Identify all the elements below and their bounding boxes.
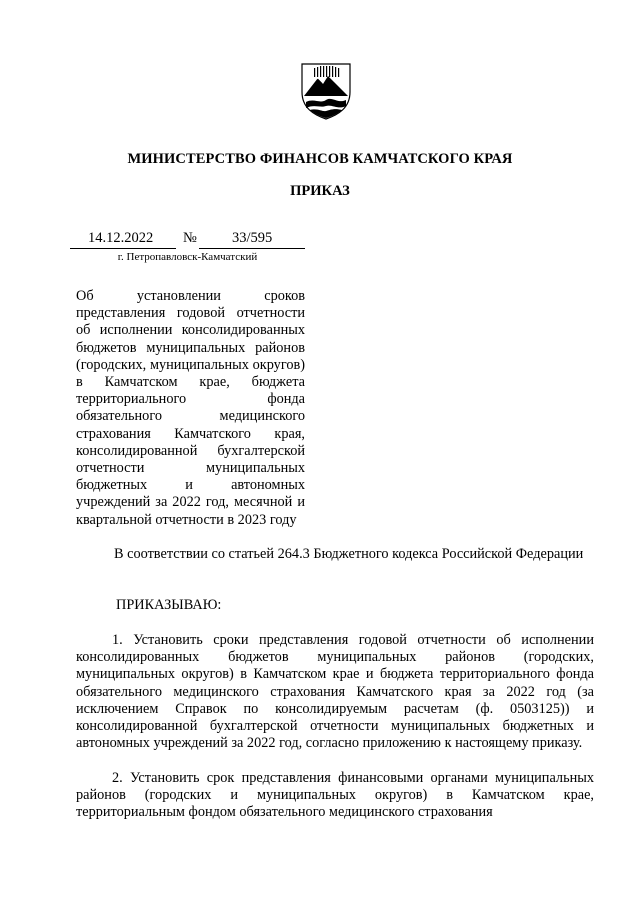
number-underline: [199, 248, 305, 249]
order-item-1: 1. Установить сроки представления годовой отчетности об исполнении консолидированных бюджетов муниципальных районов (городских, муниципальных округов) в Камчатском крае и бюджета территориального фонда обязательного медицинского страхования Камчатского края за 2022 год (за исключением Справок по консолидируемым расчетам (ф. 0503125)) и консолидированной бухгалтерской отчетности муниципальных бюджетных и автономных учреждений за 2022 год, согласно приложению к настоящему приказу.: [76, 632, 594, 752]
order-date: 14.12.2022: [88, 230, 154, 246]
order-item-2: 2. Установить срок представления финансовыми органами муниципальных районов (городских и муниципальных округов) в Камчатском крае, территориальным фондом обязательного медицинского страхования: [76, 770, 594, 821]
document-type: ПРИКАЗ: [290, 183, 350, 199]
ministry-title: МИНИСТЕРСТВО ФИНАНСОВ КАМЧАТСКОГО КРАЯ: [127, 151, 513, 167]
kamchatka-coat-of-arms-icon: [300, 62, 352, 120]
preamble-paragraph: В соответствии со статьей 264.3 Бюджетного кодекса Российской Федерации: [114, 546, 584, 562]
date-underline: [70, 248, 176, 249]
order-word: ПРИКАЗЫВАЮ:: [116, 597, 222, 613]
order-number: 33/595: [232, 230, 273, 246]
number-sign: №: [183, 230, 197, 246]
order-subject: Об установлении сроков представления годовой отчетности об исполнении консолидированных бюджетов муниципальных районов (городских, муниципальных округов) в Камчатском крае, бюджета территориального фонда обязательного медицинского страхования Камчатского края, консолидированной бухгалтерской отчетности муниципальных бюджетных и автономных учреждений за 2022 год, месячной и квартальной отчетности в 2023 году: [76, 288, 305, 528]
city-label: г. Петропавловск-Камчатский: [117, 251, 258, 263]
